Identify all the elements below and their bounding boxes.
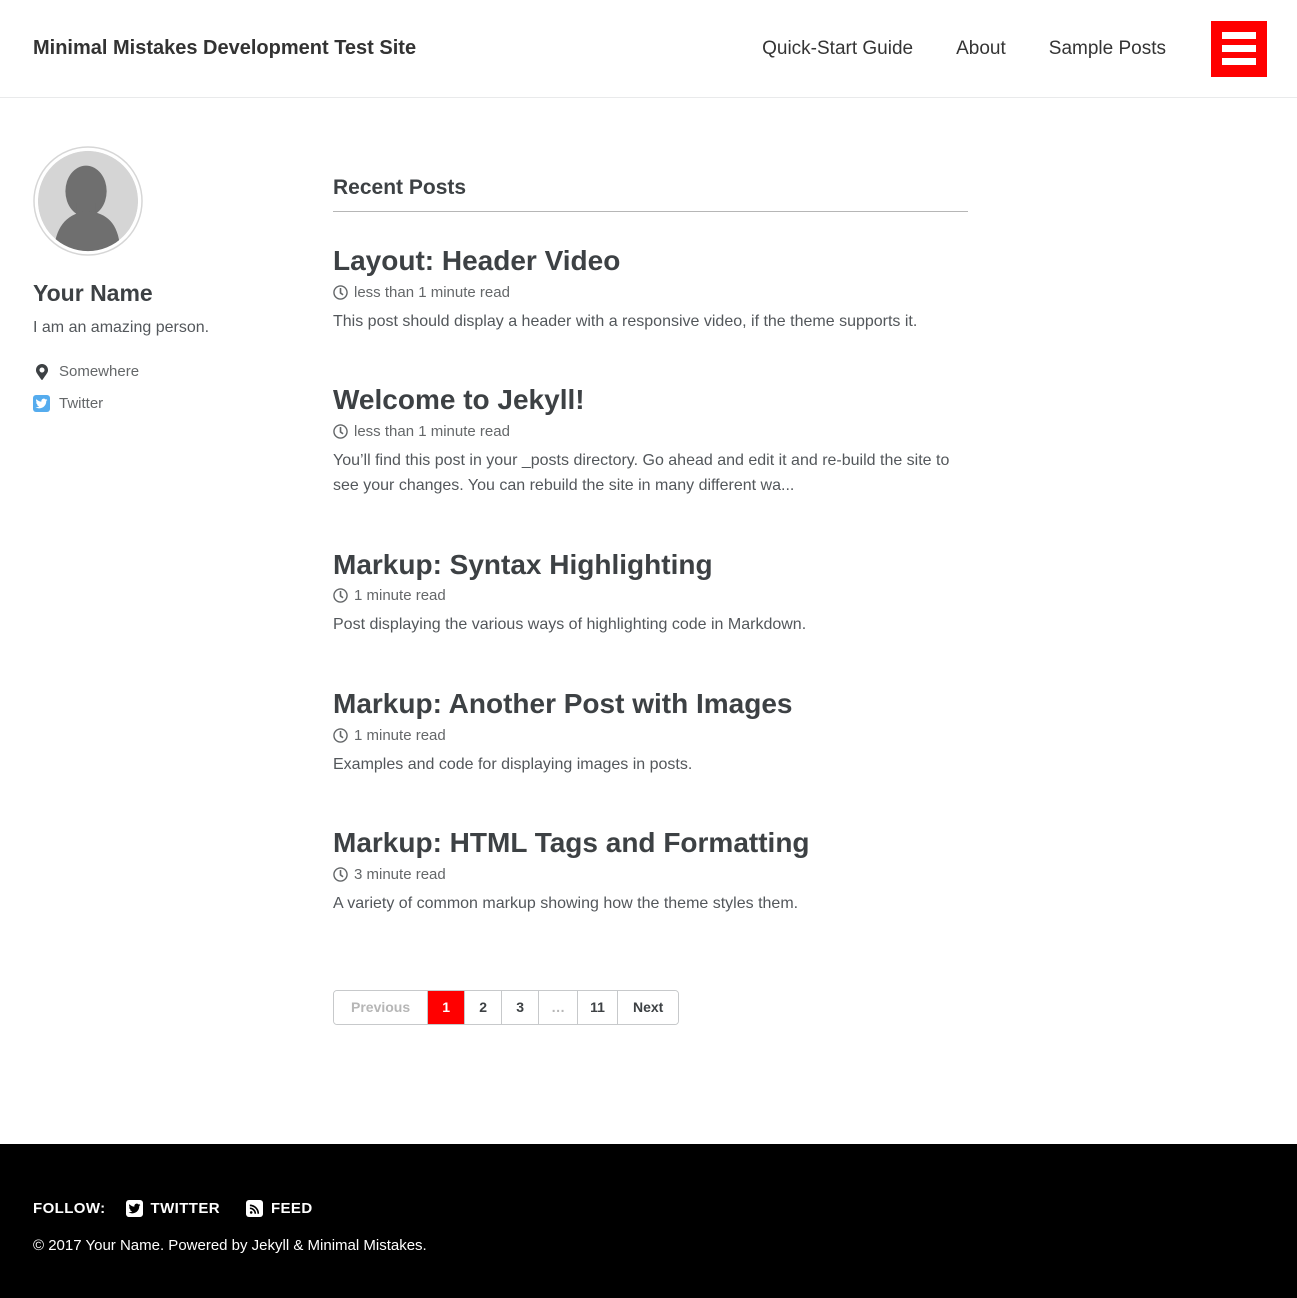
archive-list — [333, 244, 968, 917]
post-title-link[interactable]: Markup: Another Post with Images — [333, 687, 793, 719]
author-links — [33, 363, 333, 412]
post-item — [333, 383, 968, 498]
clock-icon — [333, 728, 348, 743]
footer-copyright: © 2017 Your Name. Powered by Jekyll & Minimal Mistakes. — [33, 1237, 427, 1254]
author-name: Your Name — [33, 280, 153, 306]
site-title[interactable]: Minimal Mistakes Development Test Site — [33, 37, 417, 59]
nav-link-sample-posts[interactable]: Sample Posts — [1048, 37, 1166, 59]
menu-toggle-button[interactable] — [1211, 21, 1267, 77]
clock-icon — [333, 588, 348, 603]
post-meta — [333, 587, 968, 604]
clock-icon — [333, 285, 348, 300]
location-pin-icon — [33, 364, 50, 380]
post-meta — [333, 284, 968, 301]
footer-feed-link[interactable] — [246, 1200, 313, 1217]
footer-follow-row — [33, 1200, 1297, 1217]
post-meta — [333, 727, 968, 744]
post-item — [333, 826, 968, 916]
post-meta — [333, 423, 968, 440]
post-item — [333, 244, 968, 334]
read-time: 1 minute read — [354, 587, 446, 605]
pagination — [333, 990, 679, 1025]
footer-twitter-label: TWITTER — [150, 1200, 220, 1217]
post-item — [333, 548, 968, 638]
rss-square-icon — [246, 1200, 263, 1217]
post-title-link[interactable]: Welcome to Jekyll! — [333, 384, 585, 416]
read-time: less than 1 minute read — [354, 422, 510, 440]
author-twitter-label: Twitter — [59, 395, 104, 412]
post-title-link[interactable]: Layout: Header Video — [333, 245, 621, 276]
post-excerpt: You’ll find this post in your _posts directory. Go ahead and edit it and re-build the site to see your changes. You can rebuild the site in many different wa... — [333, 451, 950, 494]
clock-icon — [333, 424, 348, 439]
post-meta — [333, 866, 968, 883]
pagination-page-1: 1 — [427, 991, 464, 1024]
pagination-page-3[interactable]: 3 — [501, 991, 538, 1024]
post-excerpt: Post displaying the various ways of highlighting code in Markdown. — [333, 616, 807, 634]
read-time: 1 minute read — [354, 726, 446, 744]
post-excerpt: Examples and code for displaying images in posts. — [333, 755, 693, 773]
post-title-link[interactable]: Markup: Syntax Highlighting — [333, 548, 713, 580]
read-time: 3 minute read — [354, 865, 446, 883]
page-content — [0, 98, 1297, 1144]
nav-link-quick-start-guide[interactable]: Quick-Start Guide — [762, 37, 914, 59]
post-excerpt: This post should display a header with a responsive video, if the theme supports it. — [333, 312, 918, 330]
author-location-label: Somewhere — [59, 363, 140, 380]
pagination-ellipsis: … — [538, 991, 577, 1024]
clock-icon — [333, 867, 348, 882]
twitter-icon — [33, 395, 50, 412]
post-item — [333, 687, 968, 777]
footer-twitter-link[interactable] — [126, 1200, 220, 1217]
author-location — [33, 363, 333, 380]
twitter-square-icon — [126, 1200, 143, 1217]
masthead-nav — [719, 38, 1166, 60]
hamburger-icon — [1222, 32, 1256, 39]
avatar — [33, 146, 143, 256]
post-excerpt: A variety of common markup showing how the theme styles them. — [333, 894, 799, 912]
masthead — [0, 0, 1297, 98]
author-bio: I am an amazing person. — [33, 319, 210, 336]
author-twitter[interactable] — [33, 395, 333, 412]
post-title-link[interactable]: Markup: HTML Tags and Formatting — [333, 827, 810, 859]
follow-label: FOLLOW: — [33, 1200, 106, 1217]
read-time: less than 1 minute read — [354, 283, 510, 301]
archive-heading: Recent Posts — [333, 176, 968, 212]
footer-feed-label: FEED — [270, 1200, 313, 1217]
pagination-page-11[interactable]: 11 — [577, 991, 617, 1024]
page-footer — [0, 1144, 1297, 1298]
pagination-next[interactable]: Next — [617, 991, 678, 1024]
person-silhouette-icon — [33, 146, 143, 256]
nav-link-about[interactable]: About — [956, 37, 1006, 59]
pagination-previous: Previous — [334, 991, 427, 1024]
archive — [333, 146, 968, 1144]
pagination-page-2[interactable]: 2 — [464, 991, 501, 1024]
author-sidebar — [33, 146, 333, 1144]
